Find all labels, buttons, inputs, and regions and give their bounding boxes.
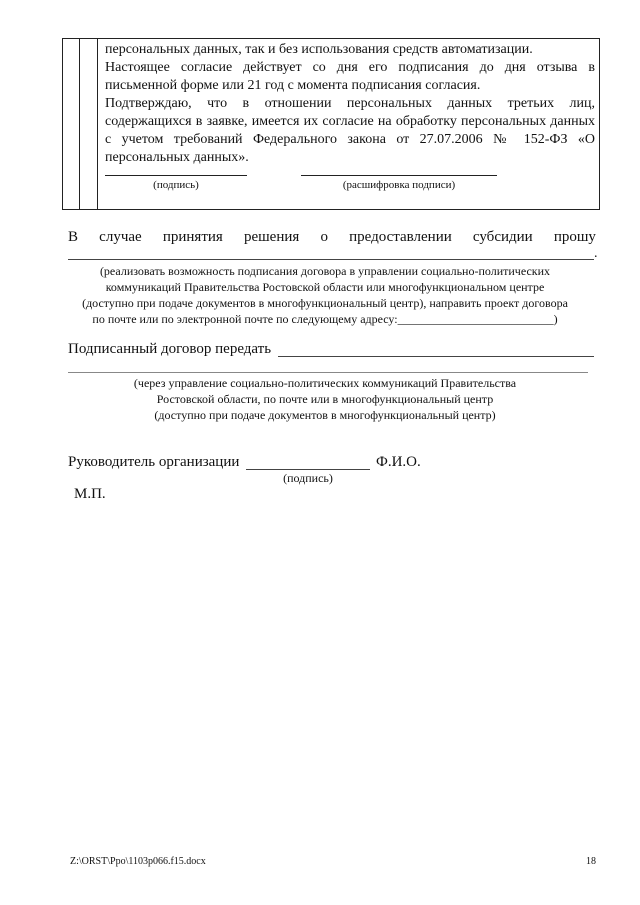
request-word: предоставлении xyxy=(349,229,452,245)
table-column-blank xyxy=(79,39,98,209)
footer-file-path: Z:\ORST\Ppo\1103p066.f15.docx xyxy=(70,856,206,867)
request-note-line-2: коммуникаций Правительства Ростовской области или многофункциональном центре xyxy=(105,280,545,294)
transfer-note-line-3: (доступно при подаче документов в многофункциональный центр) xyxy=(154,408,496,422)
table-column-number xyxy=(63,39,80,209)
request-word: принятия xyxy=(162,229,223,245)
consent-table xyxy=(62,38,600,210)
signature-caption: (подпись) xyxy=(153,179,199,191)
request-word: решения xyxy=(243,229,300,245)
transfer-fill-line xyxy=(278,356,594,357)
head-signature-caption: (подпись) xyxy=(283,471,333,485)
seal-label: М.П. xyxy=(74,486,106,502)
consent-paragraph-3: Подтверждаю, что в отношении персональных данных третьих лиц, содержащихся в заявке, имеется их согласие на обработку персональных данных с учетом требований Федерального закона от 27.07.2006 № 152-ФЗ «О персональных данных». xyxy=(105,96,595,165)
request-end-dot: . xyxy=(594,246,598,261)
transfer-note-line-1: (через управление социально-политических коммуникаций Правительства xyxy=(133,376,517,390)
decoding-caption: (расшифровка подписи) xyxy=(342,179,456,191)
signature-line xyxy=(105,175,247,176)
request-word: прошу xyxy=(553,229,596,245)
request-word: о xyxy=(320,229,328,245)
transfer-second-line xyxy=(68,372,588,373)
consent-paragraph-1: персональных данных, так и без использования средств автоматизации. xyxy=(105,42,533,57)
request-note-line-1: (реализовать возможность подписания договора в управлении социально-политических xyxy=(99,264,551,278)
decoding-line xyxy=(301,175,497,176)
consent-paragraph-2: Настоящее согласие действует со дня его подписания до дня отзыва в письменной форме или 21 год с момента подписания согласия. xyxy=(105,60,595,93)
transfer-label: Подписанный договор передать xyxy=(68,341,272,357)
request-word: субсидии xyxy=(472,229,533,245)
page-number: 18 xyxy=(586,856,596,867)
request-word: случае xyxy=(99,229,142,245)
consent-signature-row xyxy=(105,171,595,205)
head-fio: Ф.И.О. xyxy=(376,454,421,470)
request-note-line-3: (доступно при подаче документов в многофункциональный центр), направить проект договора xyxy=(82,296,568,310)
transfer-note-line-2: Ростовской области, по почте или в многофункциональный центр xyxy=(156,392,494,406)
request-note-line-4: по почте или по электронной почте по следующему адресу:__________________________) xyxy=(92,312,558,326)
head-label: Руководитель организации xyxy=(68,454,240,470)
request-sentence xyxy=(68,229,596,246)
consent-text-cell xyxy=(105,41,595,167)
request-word: В xyxy=(68,229,79,245)
request-fill-line xyxy=(68,259,594,260)
